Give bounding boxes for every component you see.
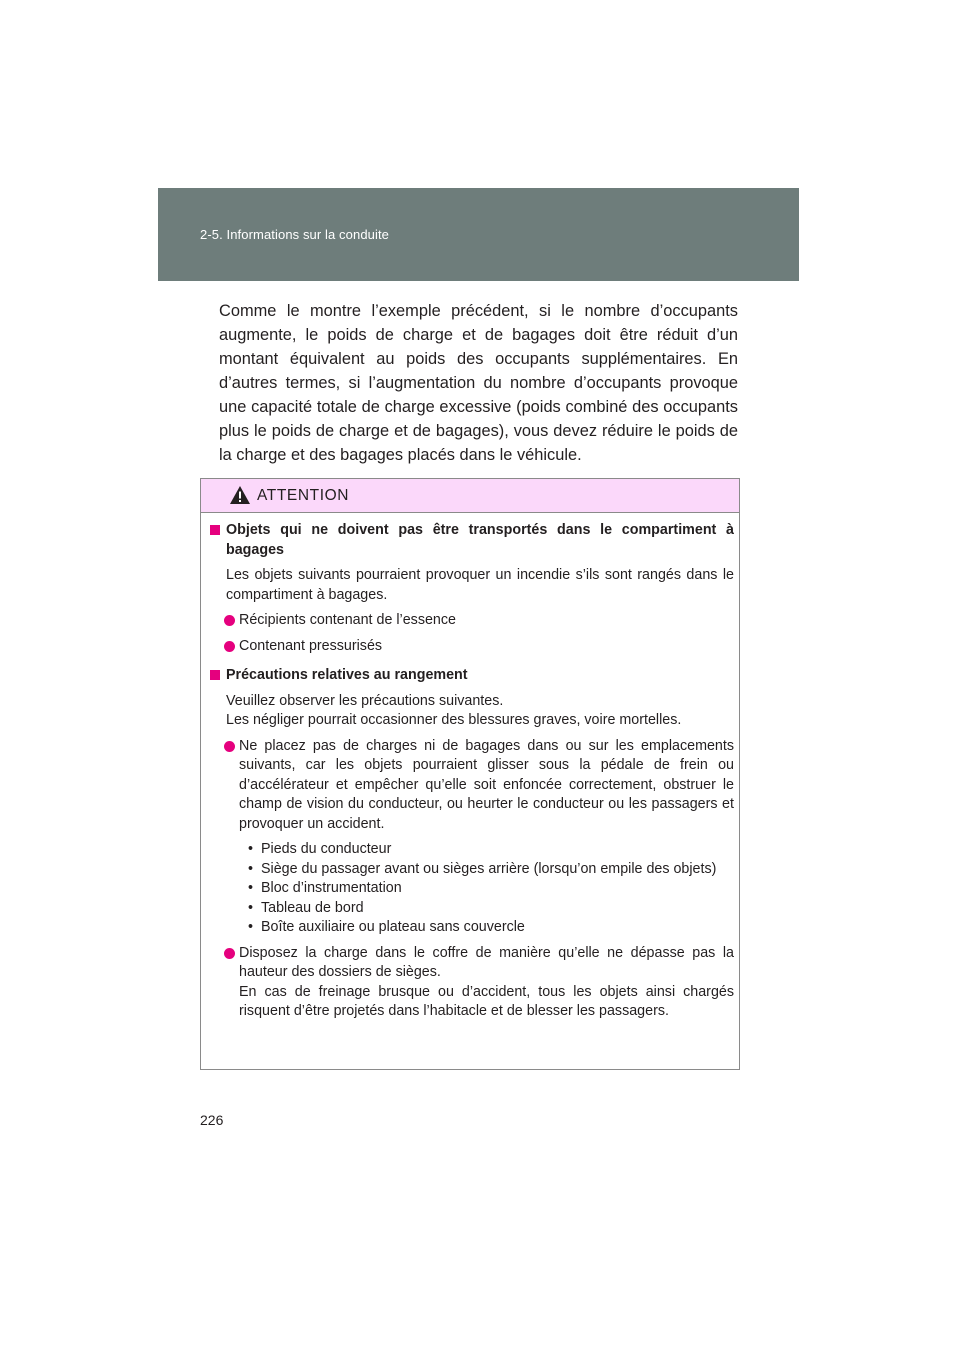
attention-label: ATTENTION: [257, 487, 350, 504]
page-number: 226: [200, 1112, 224, 1128]
list-item-text: Récipients contenant de l’essence: [239, 612, 456, 628]
sub-list-item-text: Boîte auxiliaire ou plateau sans couvercle: [261, 919, 525, 935]
warning-triangle-icon: [229, 485, 251, 505]
section-paragraph: Les objets suivants pourraient provoquer un incendie s’ils sont rangés dans le compartiment à bagages.: [226, 567, 734, 603]
section-heading-text: Objets qui ne doivent pas être transportés dans le compartiment à bagages: [226, 522, 734, 558]
dot-bullet-icon: •: [248, 880, 254, 896]
sub-list-item: [209, 860, 734, 880]
sub-list-item-text: Siège du passager avant ou sièges arrière (lorsqu’on empile des objets): [261, 860, 717, 877]
list-item: [209, 737, 734, 835]
square-bullet-icon: [210, 670, 220, 680]
dot-bullet-icon: •: [248, 919, 254, 935]
sub-list-item-text: Pieds du conducteur: [261, 841, 392, 857]
dot-bullet-icon: •: [248, 860, 254, 877]
sub-list-item-text: Bloc d’instrumentation: [261, 880, 402, 896]
sub-list-item: [209, 840, 734, 860]
square-bullet-icon: [210, 525, 220, 535]
sub-list: [209, 840, 734, 938]
list-item-text: En cas de freinage brusque ou d’accident, tous les objets ainsi chargés risquent d’être projetés dans l’habitacle et de blesser les passagers.: [239, 983, 734, 1019]
section-paragraph: Les négliger pourrait occasionner des blessures graves, voire mortelles.: [226, 712, 682, 728]
section-heading-text: Précautions relatives au rangement: [226, 667, 468, 683]
list-item: [209, 637, 734, 657]
circle-bullet-icon: [224, 615, 235, 626]
sub-list-item-text: Tableau de bord: [261, 899, 364, 916]
section-heading-storage-precautions: [209, 666, 734, 686]
list-item-text: Contenant pressurisés: [239, 637, 383, 654]
circle-bullet-icon: [224, 641, 235, 652]
attention-box: [200, 478, 740, 1070]
list-item: [209, 611, 734, 631]
intro-paragraph: Comme le montre l’exemple précédent, si le nombre d’occupants augmente, le poids de charge et de bagages doit être réduit d’un montant équivalent au poids des occupants supplémentaires. En d’autres termes, si l’augmentation du nombre d’occupants provoque une capacité totale de charge excessive (poids combiné des occupants plus le poids de charge et de bagages), vous devez réduire le poids de la charge et des bagages placés dans le véhicule.: [219, 302, 738, 464]
attention-content: [209, 521, 734, 1022]
circle-bullet-icon: [224, 741, 235, 752]
list-item-text: Disposez la charge dans le coffre de manière qu’elle ne dépasse pas la hauteur des dossiers de sièges.: [239, 944, 734, 980]
section-heading-forbidden-items: [209, 521, 734, 560]
sub-list-item: [209, 899, 734, 919]
section-header-band: [158, 188, 799, 281]
dot-bullet-icon: •: [248, 899, 254, 916]
sub-list-item: [209, 918, 734, 938]
sub-list-item: [209, 879, 734, 899]
list-item: [209, 944, 734, 1022]
attention-header: [201, 479, 739, 513]
section-paragraph: Veuillez observer les précautions suivantes.: [226, 692, 504, 709]
dot-bullet-icon: •: [248, 841, 254, 857]
section-title: 2-5. Informations sur la conduite: [200, 227, 390, 242]
circle-bullet-icon: [224, 948, 235, 959]
list-item-text: Ne placez pas de charges ni de bagages dans ou sur les emplacements suivants, car les objets pourraient glisser sous la pédale de frein ou d’accélérateur et empêcher qu’elle soit enfoncée correctement, obstruer le champ de vision du conducteur, ou heurter le conducteur ou les passagers et provoquer un accident.: [239, 737, 734, 832]
